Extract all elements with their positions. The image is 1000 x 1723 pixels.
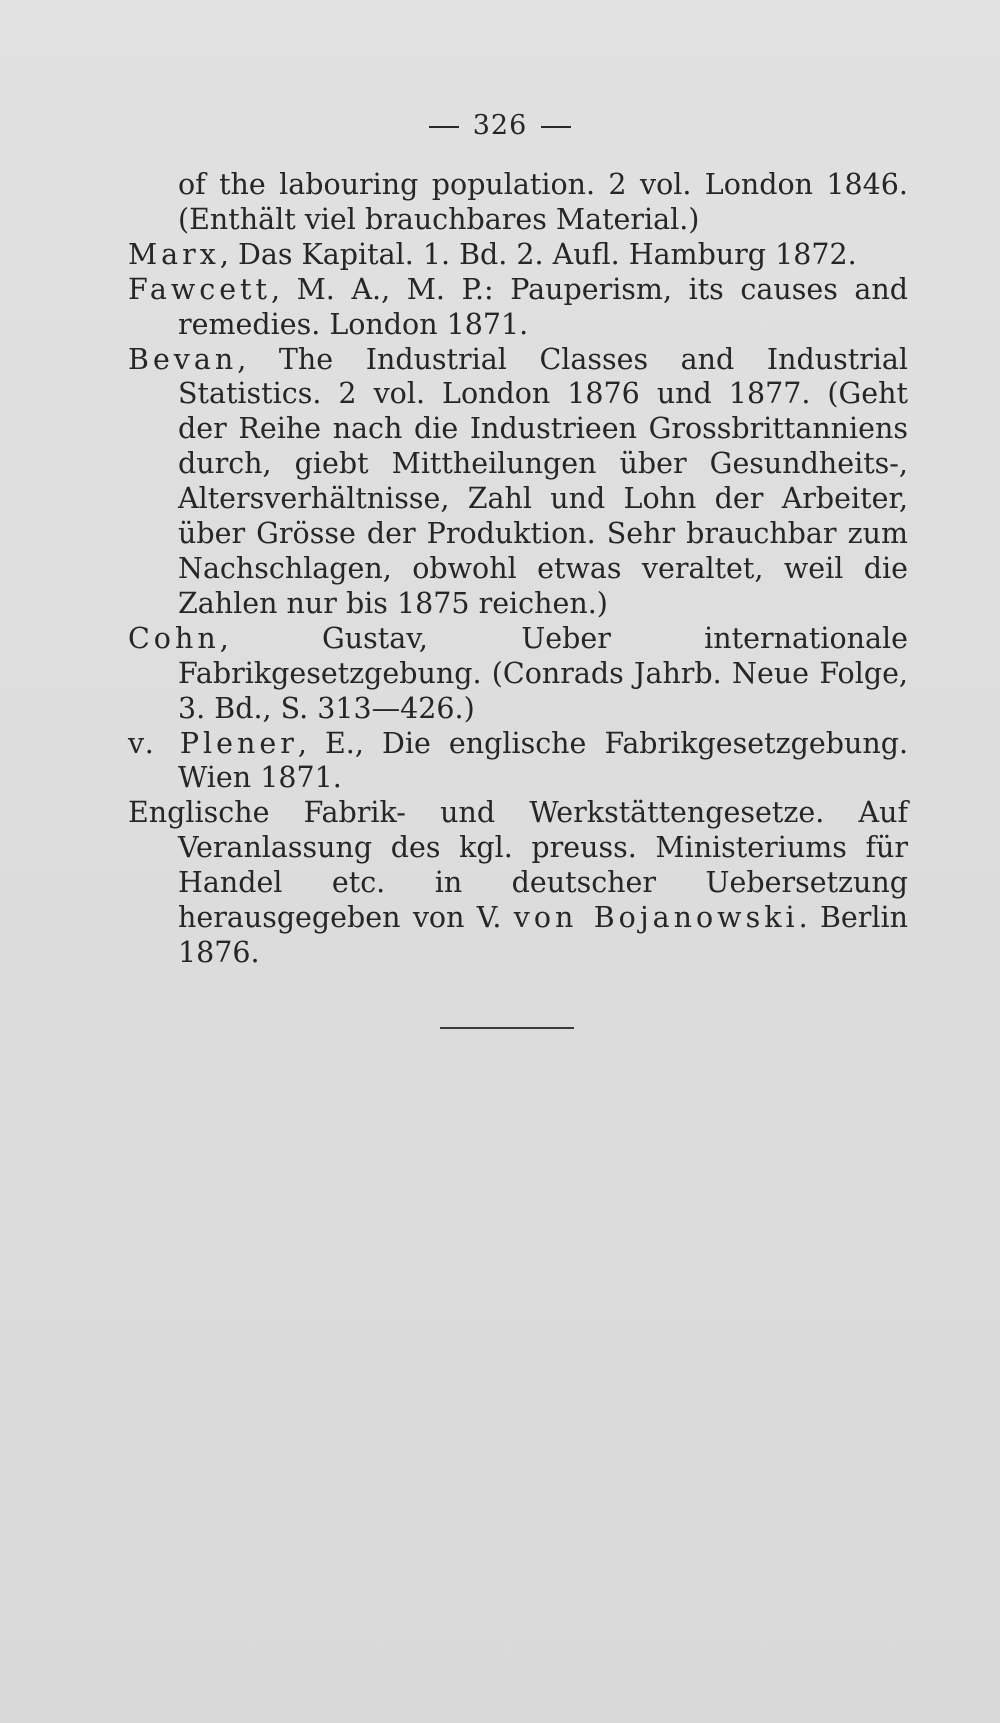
bibliography-entry — [128, 273, 908, 343]
bibliography-list — [128, 168, 908, 971]
left-dash — [429, 126, 459, 128]
entry-author: Fawcett — [128, 272, 271, 306]
page-number: 326 — [472, 110, 528, 141]
bibliography-entry — [128, 796, 908, 971]
bibliography-entry — [128, 343, 908, 622]
entry-author: Marx — [128, 237, 220, 271]
entry-text: , E., Die englische Fabrikgesetzgebung. Wien 1871. — [178, 726, 908, 795]
right-dash — [541, 126, 571, 128]
entry-text: of the labouring population. 2 vol. London 1846. (Enthält viel brauchbares Material.) — [178, 168, 908, 236]
bibliography-entry — [128, 727, 908, 797]
entry-author: Bevan — [128, 342, 238, 376]
entry-text: , Das Kapital. 1. Bd. 2. Aufl. Hamburg 1872. — [219, 237, 857, 271]
page-number-header — [0, 110, 1000, 141]
entry-editor: von Bojanowski — [513, 901, 799, 935]
entry-author: v. Plener — [128, 726, 298, 760]
bibliography-entry — [128, 238, 908, 273]
entry-text: Englische Fabrik- und Werkstättengesetze. Auf Veranlassung des kgl. preuss. Ministeriums für Handel etc. in deutscher Uebersetzung herausgegeben von V. — [128, 796, 908, 935]
entry-text: , The Industrial Classes and Industrial Statistics. 2 vol. London 1876 und 1877. (Geht der Reihe nach die Industrieen Grossbrittanniens durch, giebt Mittheilungen über Gesundheits-, Altersverhältnisse, Zahl und Lohn der Arbeiter, über Grösse der Produktion. Sehr brauchbar zum Nachschlagen, obwohl etwas veraltet, weil die Zahlen nur bis 1875 reichen.) — [178, 342, 908, 620]
bibliography-entry — [128, 168, 908, 238]
entry-author: Cohn — [128, 621, 220, 655]
entry-text: , M. A., M. P.: Pauperism, its causes and remedies. London 1871. — [178, 272, 908, 341]
closing-rule — [440, 1027, 574, 1029]
bibliography-entry — [128, 622, 908, 727]
entry-text-tail: . Berlin 1876. — [178, 901, 908, 969]
entry-text: , Gustav, Ueber internationale Fabrikgesetzgebung. (Conrads Jahrb. Neue Folge, 3. Bd., S. 313—426.) — [178, 621, 908, 725]
